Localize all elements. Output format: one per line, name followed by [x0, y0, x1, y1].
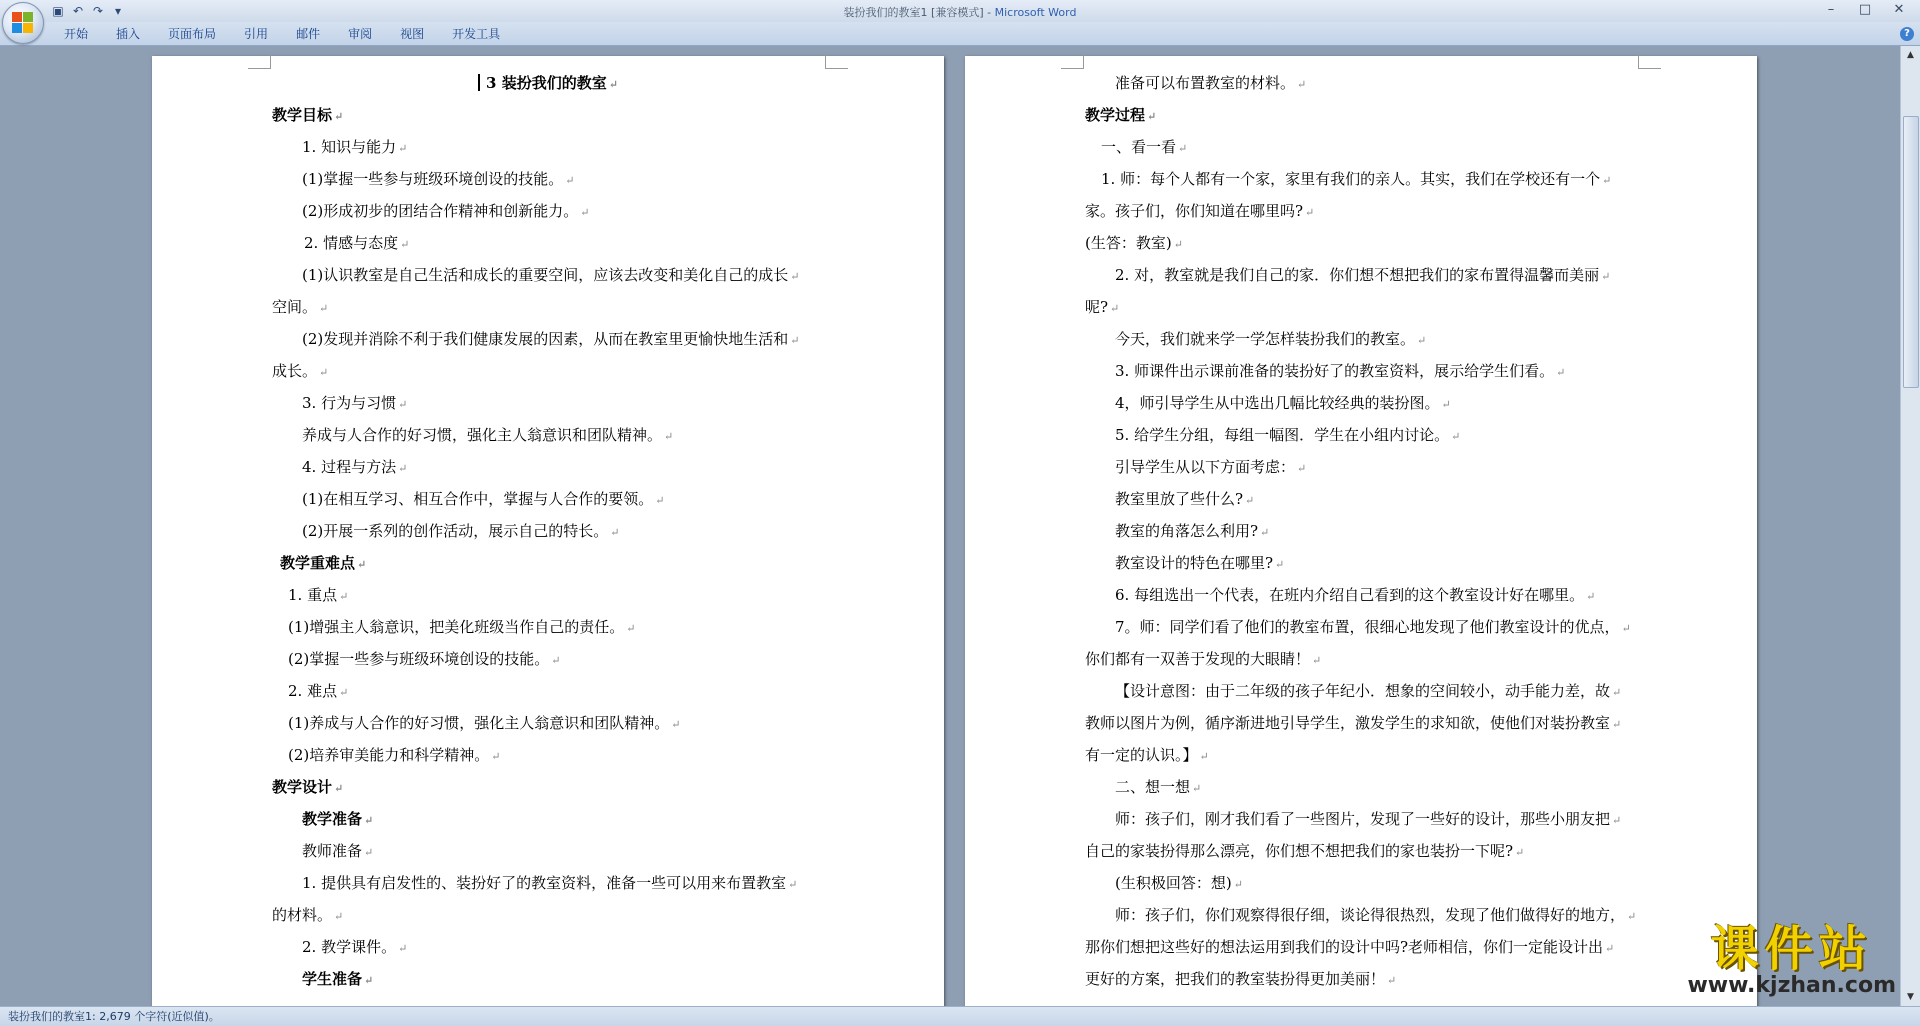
paragraph-mark: ↵	[1110, 302, 1120, 315]
paragraph-text: (1)增强主人翁意识，把美化班级当作自己的责任。	[288, 618, 625, 636]
undo-icon[interactable]: ↶	[72, 4, 84, 18]
paragraph-mark: ↵	[1178, 142, 1188, 155]
paragraph	[272, 100, 824, 132]
paragraph	[1085, 452, 1637, 484]
paragraph-mark: ↵	[398, 398, 408, 411]
paragraph	[1085, 324, 1637, 356]
paragraph-text: 教学过程	[1085, 106, 1146, 124]
paragraph	[1085, 932, 1637, 964]
paragraph	[1085, 100, 1637, 132]
paragraph	[272, 804, 824, 836]
paragraph-text: (1)认识教室是自己生活和成长的重要空间，应该去改变和美化自己的成长	[302, 266, 789, 284]
paragraph	[272, 292, 824, 324]
paragraph-mark: ↵	[1387, 974, 1397, 987]
paragraph	[1085, 644, 1637, 676]
paragraph-mark: ↵	[1275, 558, 1285, 571]
paragraph-mark: ↵	[1515, 846, 1525, 859]
paragraph	[272, 868, 824, 900]
paragraph-mark: ↵	[1605, 942, 1615, 955]
paragraph	[1085, 228, 1637, 260]
paragraph-text: 教师以图片为例，循序渐进地引导学生，激发学生的求知欲，使他们对装扮教室	[1085, 714, 1611, 732]
paragraph	[272, 548, 824, 580]
paragraph	[1085, 388, 1637, 420]
minimize-button[interactable]: –	[1827, 2, 1835, 17]
paragraph	[272, 964, 824, 996]
paragraph-text: 空间。	[272, 298, 318, 316]
paragraph-mark: ↵	[319, 302, 329, 315]
paragraph-text: 1. 重点	[288, 586, 338, 604]
paragraph-text: (1)掌握一些参与班级环境创设的技能。	[302, 170, 564, 188]
paragraph-mark: ↵	[1305, 206, 1315, 219]
paragraph	[272, 612, 824, 644]
paragraph-text: (2)形成初步的团结合作精神和创新能力。	[302, 202, 579, 220]
document-title: 装扮我们的教室1 [兼容模式]	[843, 6, 984, 19]
ribbon-tab[interactable]: 邮件	[296, 27, 321, 41]
paragraph-mark: ↵	[364, 814, 374, 827]
close-button[interactable]: ✕	[1893, 2, 1905, 17]
paragraph-text: 教室的角落怎么利用?	[1115, 522, 1259, 540]
paragraph-text: 更好的方案，把我们的教室装扮得更加美丽！	[1085, 970, 1386, 988]
paragraph-mark: ↵	[1451, 430, 1461, 443]
paragraph-text: 教室设计的特色在哪里?	[1115, 554, 1274, 572]
paragraph-mark: ↵	[398, 142, 408, 155]
paragraph-text: 1. 师：每个人都有一个家，家里有我们的亲人。其实，我们在学校还有一个	[1101, 170, 1601, 188]
watermark-title: 课件站	[1710, 921, 1873, 977]
paragraph	[272, 452, 824, 484]
document-page-left[interactable]	[152, 56, 944, 1006]
paragraph-text: (2)发现并消除不利于我们健康发展的因素，从而在教室里更愉快地生活和	[302, 330, 789, 348]
paragraph-text: 自己的家装扮得那么漂亮，你们想不想把我们的家也装扮一下呢?	[1085, 842, 1514, 860]
paragraph-text: 准备可以布置教室的材料。	[1115, 74, 1296, 92]
paragraph-mark: ↵	[1297, 78, 1307, 91]
paragraph-mark: ↵	[610, 526, 620, 539]
paragraph	[272, 484, 824, 516]
paragraph-mark: ↵	[1586, 590, 1596, 603]
page-left-content[interactable]	[272, 68, 824, 996]
office-button[interactable]	[2, 2, 44, 44]
app-name: Microsoft Word	[994, 6, 1077, 19]
paragraph	[1085, 420, 1637, 452]
paragraph-text: 2. 对，教室就是我们自己的家．你们想不想把我们的家布置得温馨而美丽	[1115, 266, 1600, 284]
paragraph-mark: ↵	[655, 494, 665, 507]
paragraph-text: (生答：教室)	[1085, 234, 1172, 252]
ribbon-tab-row	[0, 22, 1920, 46]
paragraph	[272, 836, 824, 868]
paragraph-text: 一、看一看	[1101, 138, 1177, 156]
paragraph-mark: ↵	[1441, 398, 1451, 411]
paragraph-mark: ↵	[339, 590, 349, 603]
paragraph-text: 养成与人合作的好习惯，强化主人翁意识和团队精神。	[302, 426, 663, 444]
document-workspace	[0, 46, 1900, 1006]
crop-mark	[825, 54, 848, 69]
paragraph-text: 你们都有一双善于发现的大眼睛！	[1085, 650, 1311, 668]
paragraph-mark: ↵	[671, 718, 681, 731]
paragraph-mark: ↵	[1602, 174, 1612, 187]
paragraph-text: 1. 提供具有启发性的、装扮好了的教室资料，准备一些可以用来布置教室	[302, 874, 787, 892]
paragraph-mark: ↵	[790, 270, 800, 283]
paragraph	[1085, 676, 1637, 708]
paragraph	[272, 420, 824, 452]
paragraph	[1085, 292, 1637, 324]
redo-icon[interactable]: ↷	[92, 4, 104, 18]
paragraph-text: 4，师引导学生从中选出几幅比较经典的装扮图。	[1115, 394, 1440, 412]
paragraph	[272, 356, 824, 388]
paragraph-text: 成长。	[272, 362, 318, 380]
ribbon-tab[interactable]: 开始	[64, 27, 89, 41]
paragraph-mark: ↵	[1245, 494, 1255, 507]
ribbon-tab[interactable]: 引用	[244, 27, 269, 41]
title-separator: -	[983, 6, 995, 19]
paragraph-mark: ↵	[364, 846, 374, 859]
paragraph-mark: ↵	[788, 878, 798, 891]
scroll-up-icon[interactable]: ▲	[1907, 50, 1914, 60]
paragraph-text: 2. 难点	[288, 682, 338, 700]
paragraph	[272, 516, 824, 548]
paragraph	[272, 388, 824, 420]
paragraph-text: 【设计意图：由于二年级的孩子年纪小．想象的空间较小，动手能力差，故	[1115, 682, 1611, 700]
paragraph-mark: ↵	[357, 558, 367, 571]
paragraph	[1085, 836, 1637, 868]
paragraph-mark: ↵	[626, 622, 636, 635]
ribbon-tab[interactable]: 开发工具	[452, 27, 501, 41]
paragraph-text: 教室里放了些什么?	[1115, 490, 1244, 508]
paragraph	[1085, 260, 1637, 292]
paragraph-mark: ↵	[790, 334, 800, 347]
paragraph	[272, 260, 824, 292]
paragraph-mark: ↵	[565, 174, 575, 187]
paragraph	[1085, 516, 1637, 548]
paragraph-text: 师：孩子们，你们观察得很仔细，谈论得很热烈，发现了他们做得好的地方，	[1115, 906, 1626, 924]
paragraph-mark: ↵	[1627, 910, 1637, 923]
paragraph-text: 1. 知识与能力	[302, 138, 397, 156]
paragraph	[1085, 196, 1637, 228]
paragraph-text: (2)掌握一些参与班级环境创设的技能。	[288, 650, 550, 668]
paragraph-mark: ↵	[400, 238, 410, 251]
paragraph-mark: ↵	[1601, 270, 1611, 283]
paragraph-text: 的材料。	[272, 906, 333, 924]
paragraph-text: 5. 给学生分组，每组一幅图．学生在小组内讨论。	[1115, 426, 1450, 444]
crop-mark	[248, 54, 271, 69]
paragraph-text: (2)培养审美能力和科学精神。	[288, 746, 490, 764]
paragraph-mark: ↵	[319, 366, 329, 379]
paragraph-text: 4. 过程与方法	[302, 458, 397, 476]
paragraph	[1085, 772, 1637, 804]
paragraph-mark: ↵	[1612, 686, 1622, 699]
paragraph-mark: ↵	[664, 430, 674, 443]
watermark-logo	[1687, 921, 1896, 998]
paragraph-text: 教学目标	[272, 106, 333, 124]
paragraph-mark: ↵	[334, 110, 344, 123]
paragraph	[1085, 484, 1637, 516]
paragraph	[1085, 740, 1637, 772]
status-bar	[0, 1006, 1920, 1026]
paragraph-mark: ↵	[580, 206, 590, 219]
paragraph	[1085, 900, 1637, 932]
page-right-content[interactable]	[1085, 68, 1637, 996]
paragraph-mark: ↵	[1173, 238, 1183, 251]
paragraph-mark: ↵	[398, 942, 408, 955]
paragraph	[272, 228, 824, 260]
paragraph	[1085, 580, 1637, 612]
paragraph	[272, 676, 824, 708]
paragraph-text: 学生准备	[302, 970, 363, 988]
text-cursor	[478, 74, 480, 91]
paragraph-text: 6. 每组选出一个代表，在班内介绍自己看到的这个教室设计好在哪里。	[1115, 586, 1585, 604]
heading-text: 3 装扮我们的教室	[486, 74, 607, 92]
paragraph	[272, 196, 824, 228]
paragraph-text: 呢?	[1085, 298, 1109, 316]
paragraph-mark: ↵	[1612, 814, 1622, 827]
paragraph-text: 教学准备	[302, 810, 363, 828]
paragraph	[272, 932, 824, 964]
paragraph	[1085, 164, 1637, 196]
paragraph-mark: ↵	[364, 974, 374, 987]
watermark-url: www.kjzhan.com	[1687, 973, 1896, 998]
save-icon[interactable]: ▣	[52, 4, 64, 18]
word-count-status[interactable]: 装扮我们的教室1: 2,679 个字符(近似值)。	[8, 1010, 220, 1023]
paragraph-text: 3. 师课件出示课前准备的装扮好了的教室资料，展示给学生们看。	[1115, 362, 1555, 380]
help-icon[interactable]: ?	[1900, 27, 1914, 41]
ribbon-tab[interactable]: 页面布局	[168, 27, 217, 41]
paragraph-text: 引导学生从以下方面考虑：	[1115, 458, 1296, 476]
ribbon-tabs	[50, 26, 514, 42]
paragraph	[1085, 132, 1637, 164]
window-title	[0, 4, 1920, 20]
paragraph-text: 家。孩子们，你们知道在哪里吗?	[1085, 202, 1304, 220]
paragraph	[272, 580, 824, 612]
customize-qat-icon[interactable]: ▾	[114, 4, 122, 18]
paragraph-mark: ↵	[1260, 526, 1270, 539]
paragraph-text: 二、想一想	[1115, 778, 1191, 796]
paragraph	[272, 644, 824, 676]
paragraph	[272, 772, 824, 804]
paragraph-mark: ↵	[1147, 110, 1157, 123]
paragraph	[1085, 964, 1637, 996]
crop-mark	[1638, 54, 1661, 69]
paragraph-mark: ↵	[1612, 718, 1622, 731]
paragraph-mark: ↵	[334, 910, 344, 923]
paragraph	[1085, 356, 1637, 388]
paragraph-text: (1)养成与人合作的好习惯，强化主人翁意识和团队精神。	[288, 714, 670, 732]
paragraph-mark: ↵	[551, 654, 561, 667]
paragraph-text: 教学设计	[272, 778, 333, 796]
paragraph	[272, 740, 824, 772]
paragraph-text: 7。师：同学们看了他们的教室布置，很细心地发现了他们教室设计的优点，	[1115, 618, 1620, 636]
paragraph-text: 教学重难点	[280, 554, 356, 572]
paragraph-mark: ↵	[1417, 334, 1427, 347]
vertical-scrollbar[interactable]	[1900, 46, 1920, 1006]
paragraph-mark: ↵	[334, 782, 344, 795]
paragraph-text: (生积极回答：想)	[1115, 874, 1232, 892]
paragraph-text: 3. 行为与习惯	[302, 394, 397, 412]
paragraph	[272, 324, 824, 356]
paragraph-text: 那你们想把这些好的想法运用到我们的设计中吗?老师相信，你们一定能设计出	[1085, 938, 1604, 956]
ribbon-tab[interactable]: 审阅	[348, 27, 373, 41]
paragraph-text: (1)在相互学习、相互合作中，掌握与人合作的要领。	[302, 490, 654, 508]
paragraph-mark: ↵	[1233, 878, 1243, 891]
crop-mark	[1061, 54, 1084, 69]
paragraph-text: 今天，我们就来学一学怎样装扮我们的教室。	[1115, 330, 1416, 348]
paragraph-mark: ↵	[1556, 366, 1566, 379]
paragraph	[272, 900, 824, 932]
paragraph	[1085, 708, 1637, 740]
paragraph-text: 2. 情感与态度	[304, 234, 399, 252]
paragraph-mark: ↵	[1621, 622, 1631, 635]
office-logo-icon	[12, 12, 34, 34]
window-controls	[1814, 0, 1916, 20]
title-bar	[0, 0, 1920, 22]
paragraph-mark: ↵	[491, 750, 501, 763]
paragraph-mark: ↵	[608, 78, 618, 91]
document-title-heading	[272, 68, 824, 100]
paragraph	[272, 132, 824, 164]
paragraph-text: 师：孩子们，刚才我们看了一些图片，发现了一些好的设计，那些小朋友把	[1115, 810, 1611, 828]
paragraph-text: 有一定的认识。】	[1085, 746, 1198, 764]
document-page-right[interactable]	[965, 56, 1757, 1006]
paragraph-text: 2. 教学课件。	[302, 938, 397, 956]
paragraph-text: 教师准备	[302, 842, 363, 860]
paragraph-text: (2)开展一系列的创作活动，展示自己的特长。	[302, 522, 609, 540]
paragraph	[1085, 548, 1637, 580]
paragraph	[272, 164, 824, 196]
scrollbar-thumb[interactable]	[1903, 116, 1919, 388]
paragraph	[272, 708, 824, 740]
scroll-down-icon[interactable]: ▼	[1907, 992, 1914, 1002]
paragraph-mark: ↵	[1312, 654, 1322, 667]
paragraph-mark: ↵	[1192, 782, 1202, 795]
paragraph	[1085, 868, 1637, 900]
paragraph	[1085, 68, 1637, 100]
paragraph-mark: ↵	[1297, 462, 1307, 475]
paragraph-mark: ↵	[398, 462, 408, 475]
paragraph	[1085, 612, 1637, 644]
paragraph	[1085, 804, 1637, 836]
paragraph-mark: ↵	[1199, 750, 1209, 763]
ribbon-tab[interactable]: 视图	[400, 27, 425, 41]
paragraph-mark: ↵	[339, 686, 349, 699]
ribbon-tab[interactable]: 插入	[116, 27, 141, 41]
maximize-button[interactable]: □	[1858, 2, 1872, 17]
